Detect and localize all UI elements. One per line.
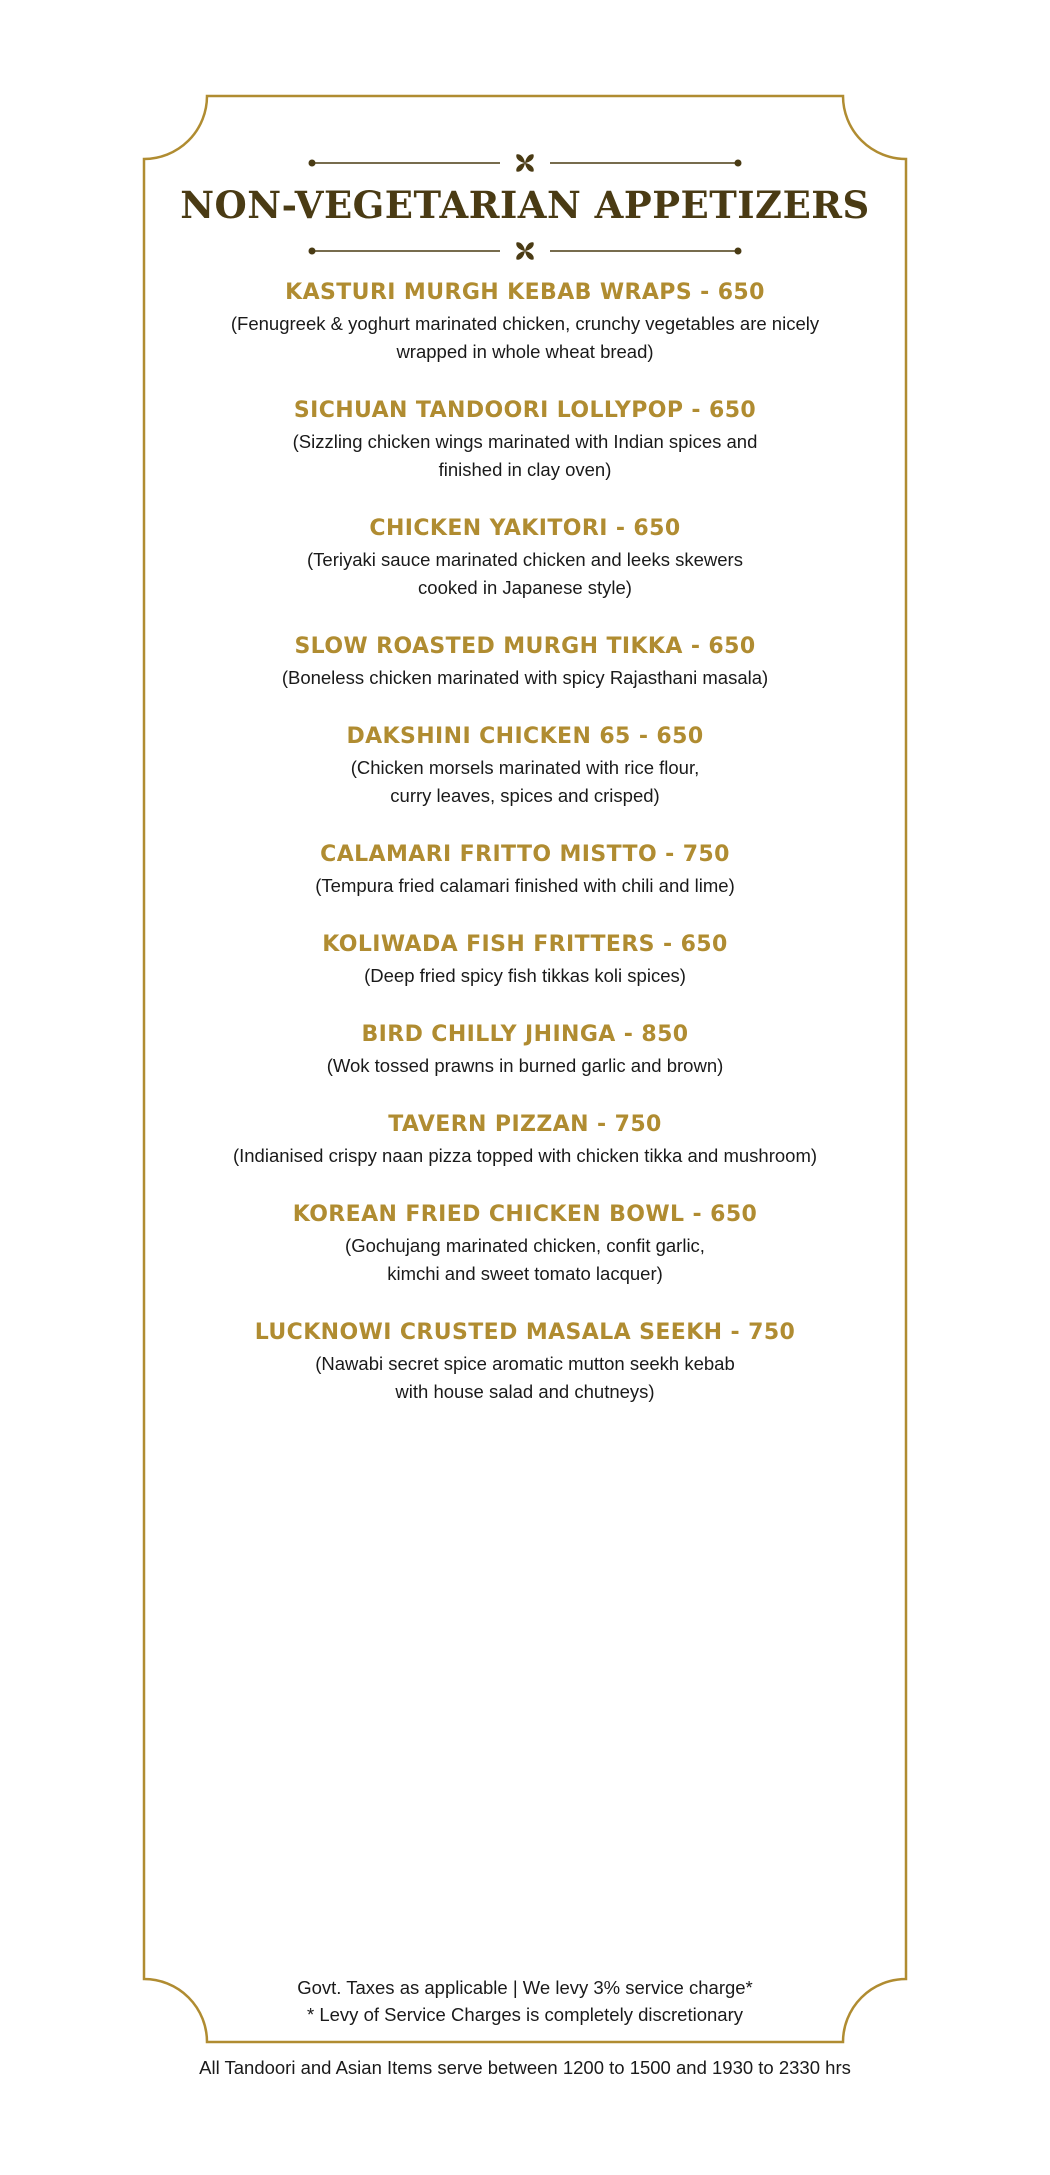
menu-item-description: (Nawabi secret spice aromatic mutton seekh kebab with house salad and chutneys) <box>315 1353 735 1402</box>
serving-hours-note: All Tandoori and Asian Items serve between 1200 to 1500 and 1930 to 2330 hrs <box>199 2057 851 2078</box>
menu-item <box>144 394 906 484</box>
menu-item-name: CHICKEN YAKITORI - 650 <box>369 516 681 541</box>
menu-item-description: (Gochujang marinated chicken, confit garlic, kimchi and sweet tomato lacquer) <box>345 1235 705 1284</box>
menu-item-description: (Wok tossed prawns in burned garlic and brown) <box>326 1055 724 1076</box>
menu-item-name: BIRD CHILLY JHINGA - 850 <box>361 1022 689 1047</box>
menu-item <box>144 838 906 900</box>
menu-item <box>144 1316 906 1406</box>
menu-item-description: (Deep fried spicy fish tikkas koli spices) <box>364 965 686 986</box>
menu-item <box>144 720 906 810</box>
menu-item-name: KOLIWADA FISH FRITTERS - 650 <box>322 932 728 957</box>
menu-footer <box>144 1974 906 2028</box>
menu-item-description: (Indianised crispy naan pizza topped with chicken tikka and mushroom) <box>232 1145 818 1166</box>
menu-item-name: CALAMARI FRITTO MISTTO - 750 <box>320 842 730 867</box>
menu-item-name: KASTURI MURGH KEBAB WRAPS - 650 <box>285 280 765 305</box>
menu-item-name: LUCKNOWI CRUSTED MASALA SEEKH - 750 <box>254 1320 796 1345</box>
menu-item-description: (Tempura fried calamari finished with chili and lime) <box>315 875 735 896</box>
menu-item-description: (Teriyaki sauce marinated chicken and leeks skewers cooked in Japanese style) <box>307 549 743 598</box>
menu-item-name: KOREAN FRIED CHICKEN BOWL - 650 <box>292 1202 758 1227</box>
menu-item-name: SLOW ROASTED MURGH TIKKA - 650 <box>294 634 756 659</box>
menu-item <box>144 512 906 602</box>
menu-item <box>144 1018 906 1080</box>
page-title: NON-VEGETARIAN APPETIZERS <box>180 183 870 227</box>
menu-item <box>144 928 906 990</box>
tax-note: Govt. Taxes as applicable | We levy 3% service charge* <box>297 1977 753 1998</box>
menu-header <box>144 140 906 280</box>
menu-item <box>144 1108 906 1170</box>
title-ornament-top <box>144 148 906 178</box>
menu-item <box>144 630 906 692</box>
menu-item <box>144 1198 906 1288</box>
menu-item-description: (Boneless chicken marinated with spicy Rajasthani masala) <box>281 667 769 688</box>
menu-item-description: (Fenugreek & yoghurt marinated chicken, crunchy vegetables are nicely wrapped in whole wheat bread) <box>230 313 820 362</box>
menu-item-name: SICHUAN TANDOORI LOLLYPOP - 650 <box>293 398 757 423</box>
menu-item <box>144 276 906 366</box>
menu-item-name: DAKSHINI CHICKEN 65 - 650 <box>346 724 704 749</box>
menu-item-list <box>144 276 906 1434</box>
service-charge-note: * Levy of Service Charges is completely discretionary <box>307 2004 743 2025</box>
menu-item-description: (Sizzling chicken wings marinated with Indian spices and finished in clay oven) <box>292 431 758 480</box>
menu-item-name: TAVERN PIZZAN - 750 <box>388 1112 662 1137</box>
menu-item-description: (Chicken morsels marinated with rice flour, curry leaves, spices and crisped) <box>350 757 700 806</box>
title-ornament-bottom <box>144 236 906 266</box>
